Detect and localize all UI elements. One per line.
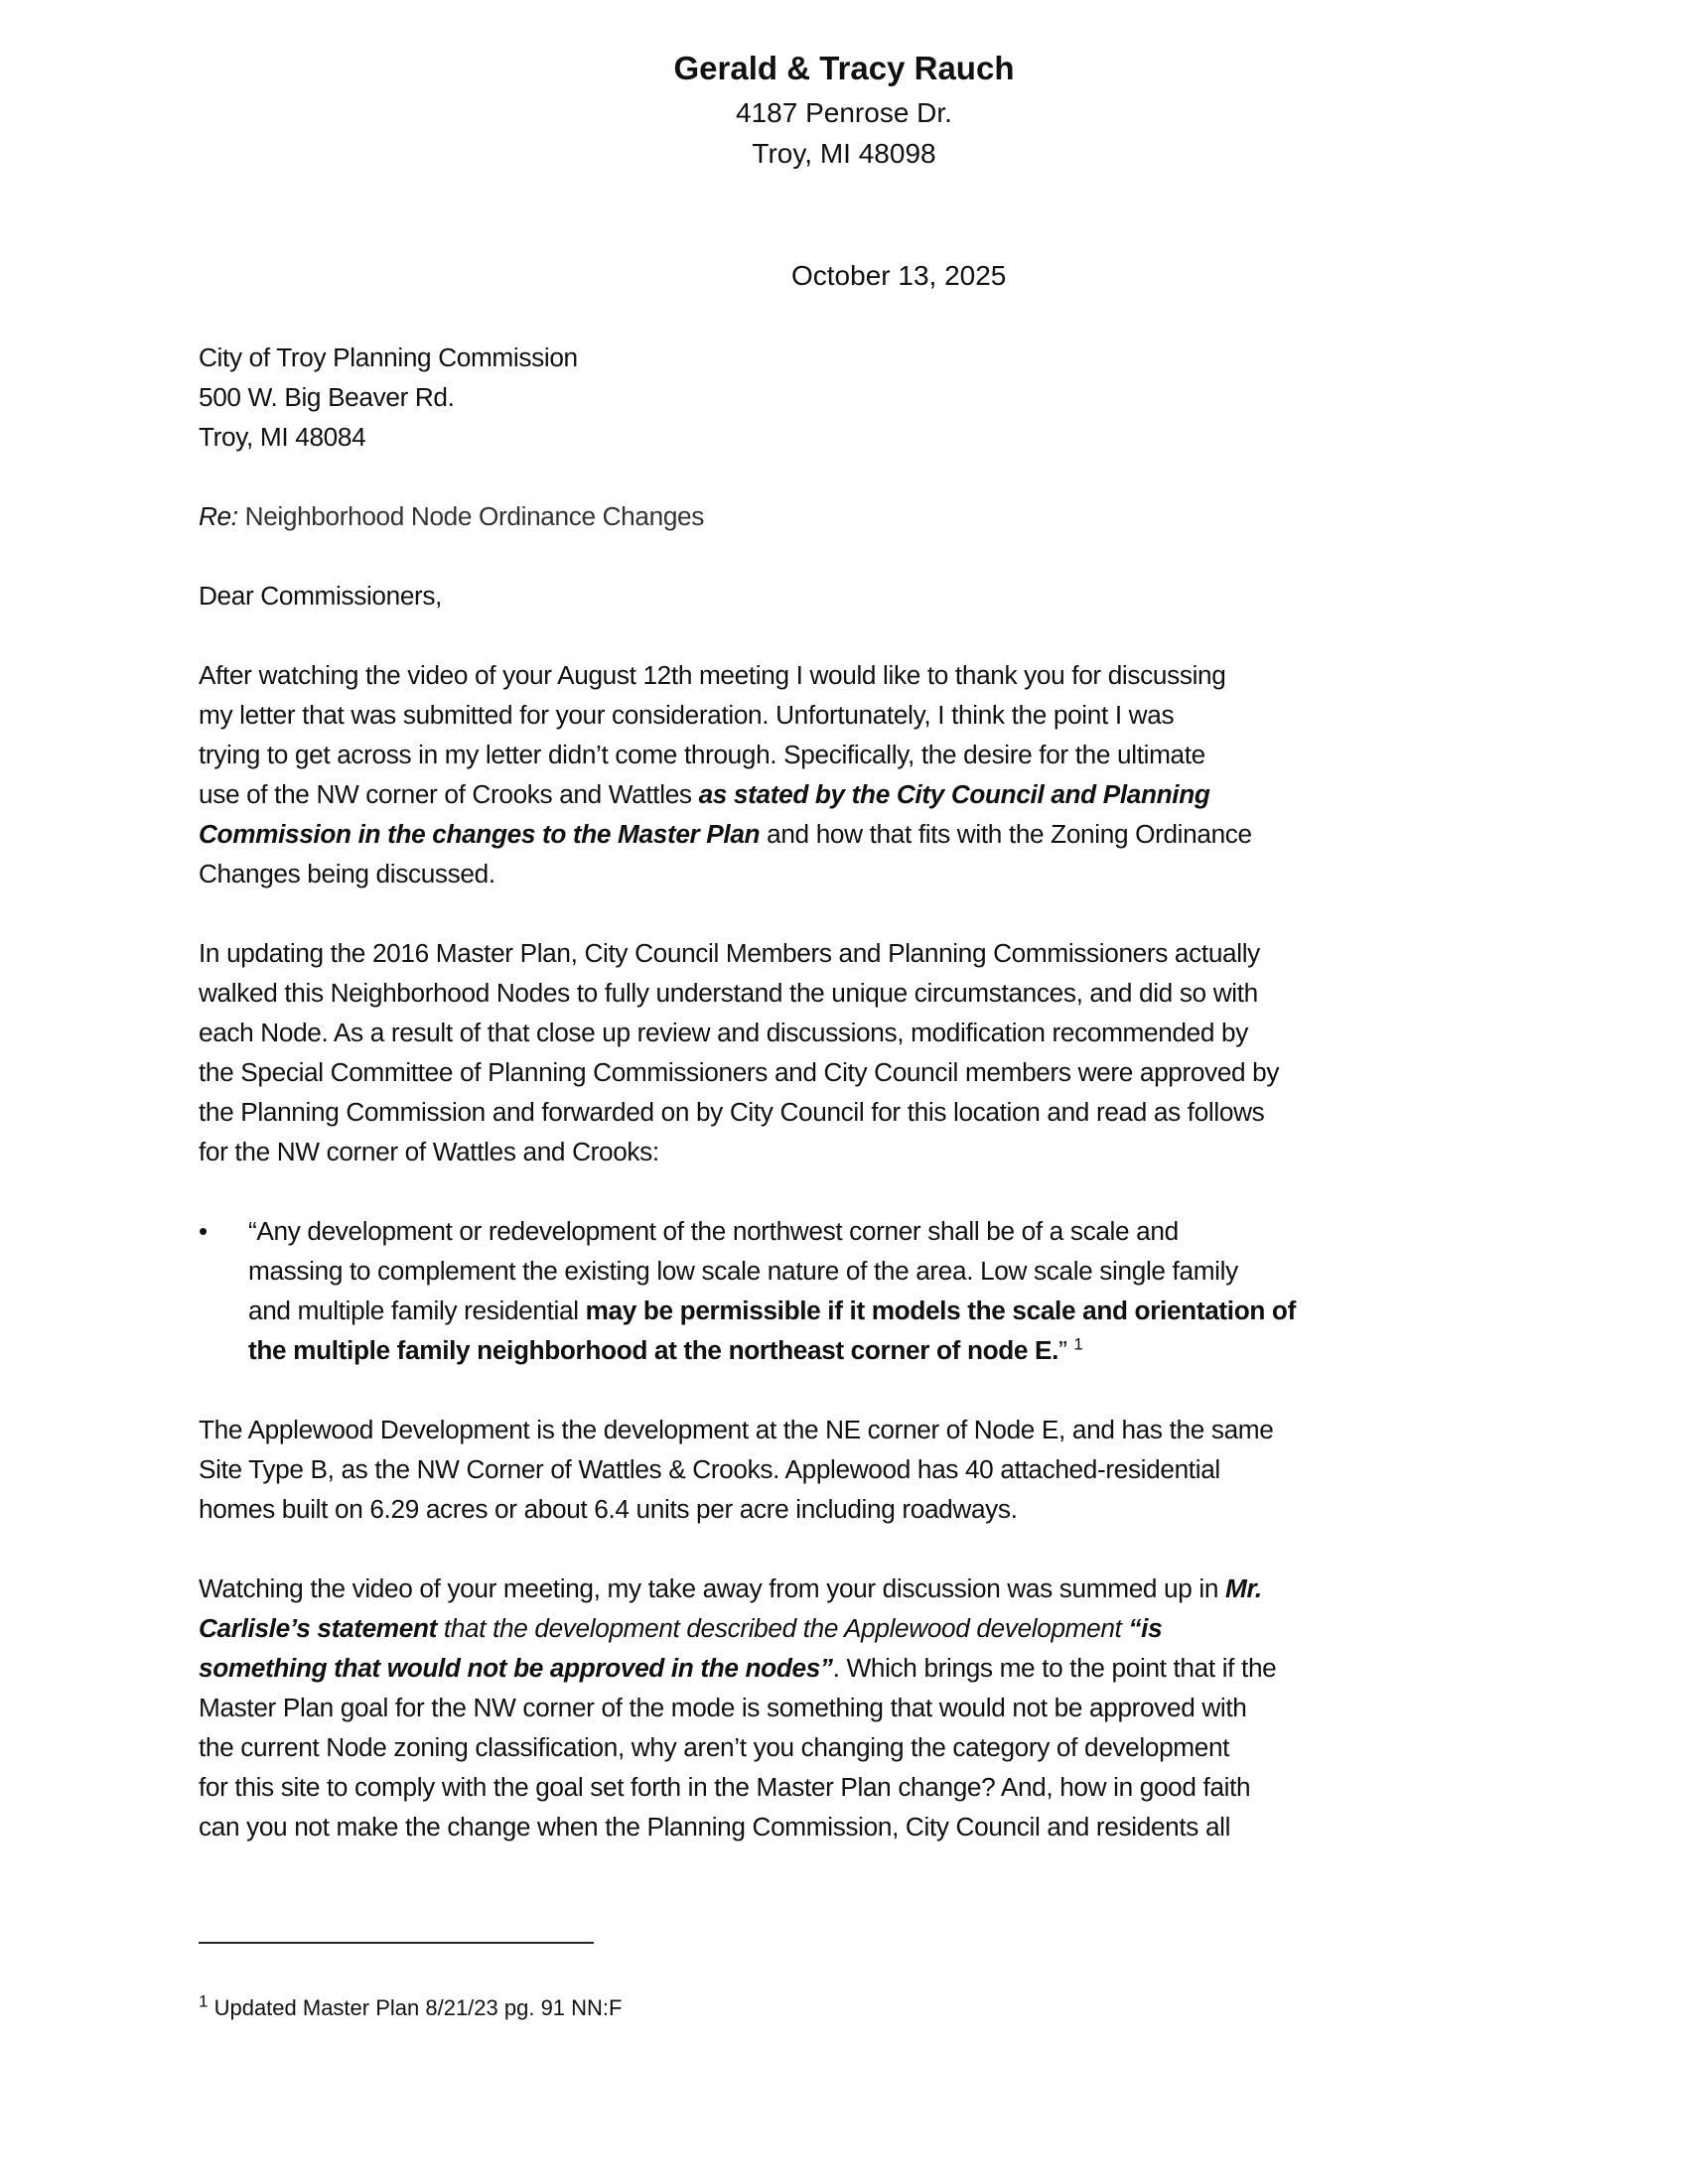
text-line: the Planning Commission and forwarded on by City Council for this location and read as follows	[199, 1097, 1265, 1127]
footnote-ref[interactable]: 1	[1073, 1334, 1083, 1354]
text-run: Watching the video of your meeting, my take away from your discussion was summed up in	[199, 1573, 1226, 1603]
bullet-icon: •	[199, 1216, 208, 1246]
text-line	[199, 1648, 1479, 1688]
paragraph-1	[199, 655, 1479, 893]
text-line	[199, 814, 1479, 854]
recipient-line: City of Troy Planning Commission	[199, 342, 578, 372]
sender-name: Gerald & Tracy Rauch	[673, 50, 1015, 86]
emphasis-run: Carlisle’s statement	[199, 1613, 437, 1643]
emphasis-run: Mr.	[1225, 1573, 1262, 1603]
paragraph-4	[199, 1569, 1479, 1846]
text-line	[199, 1608, 1479, 1648]
emphasis-run: the multiple family neighborhood at the northeast corner of node E.	[248, 1335, 1059, 1365]
text-run: ”	[1058, 1335, 1074, 1365]
subject-text: Neighborhood Node Ordinance Changes	[237, 501, 704, 531]
text-line: walked this Neighborhood Nodes to fully understand the unique circumstances, and did so with	[199, 978, 1258, 1008]
text-run: . Which brings me to the point that if the	[832, 1653, 1277, 1683]
emphasis-run: “is	[1128, 1613, 1163, 1643]
text-line: After watching the video of your August 12th meeting I would like to thank you for discussing	[199, 660, 1226, 690]
salutation-text: Dear Commissioners,	[199, 581, 443, 611]
recipient-address	[199, 338, 1479, 457]
text-line: Site Type B, as the NW Corner of Wattles & Crooks. Applewood has 40 attached-residential	[199, 1454, 1220, 1484]
text-line: the Special Committee of Planning Commissioners and City Council members were approved by	[199, 1057, 1280, 1087]
recipient-line: 500 W. Big Beaver Rd.	[199, 382, 455, 412]
recipient-line: Troy, MI 48084	[199, 422, 366, 452]
text-line: trying to get across in my letter didn’t come through. Specifically, the desire for the ultimate	[199, 740, 1205, 769]
text-line: massing to complement the existing low scale nature of the area. Low scale single family	[248, 1256, 1238, 1286]
footnote	[199, 1991, 623, 2021]
paragraph-2	[199, 933, 1479, 1171]
italic-run: that the development described the Applewood development	[436, 1613, 1129, 1643]
emphasis-run: as stated by the City Council and Planning	[698, 779, 1210, 809]
text-line: In updating the 2016 Master Plan, City Council Members and Planning Commissioners actually	[199, 938, 1260, 968]
text-line: for the NW corner of Wattles and Crooks:	[199, 1137, 659, 1166]
subject-line	[199, 496, 1479, 536]
text-run: and multiple family residential	[248, 1296, 586, 1325]
text-line: for this site to comply with the goal set forth in the Master Plan change? And, how in good faith	[199, 1772, 1251, 1802]
footnote-separator	[199, 1942, 594, 1944]
paragraph-3	[199, 1410, 1479, 1529]
letter-date: October 13, 2025	[791, 260, 1007, 291]
text-line: the current Node zoning classification, why aren’t you changing the category of development	[199, 1732, 1230, 1762]
footnote-number: 1	[199, 1991, 209, 2011]
text-line: each Node. As a result of that close up review and discussions, modification recommended by	[199, 1018, 1248, 1047]
text-line: homes built on 6.29 acres or about 6.4 units per acre including roadways.	[199, 1494, 1018, 1524]
text-line	[199, 774, 1479, 814]
text-line: can you not make the change when the Planning Commission, City Council and residents all	[199, 1812, 1231, 1842]
text-run: use of the NW corner of Crooks and Wattles	[199, 779, 699, 809]
text-line: The Applewood Development is the development at the NE corner of Node E, and has the same	[199, 1415, 1274, 1444]
emphasis-run: Commission in the changes to the Master Plan	[199, 819, 761, 849]
salutation	[199, 576, 1479, 615]
bullet-text	[248, 1211, 1489, 1370]
sender-street: 4187 Penrose Dr.	[736, 97, 952, 128]
sender-city: Troy, MI 48098	[752, 138, 936, 169]
text-line: Changes being discussed.	[199, 859, 495, 888]
emphasis-run: something that would not be approved in the nodes”	[199, 1653, 833, 1683]
text-line	[199, 1569, 1479, 1608]
emphasis-run: may be permissible if it models the scale and orientation of	[585, 1296, 1296, 1325]
text-line: my letter that was submitted for your consideration. Unfortunately, I think the point I was	[199, 700, 1175, 730]
footnote-text: Updated Master Plan 8/21/23 pg. 91 NN:F	[208, 1995, 623, 2020]
text-line: “Any development or redevelopment of the northwest corner shall be of a scale and	[248, 1216, 1179, 1246]
text-run: and how that fits with the Zoning Ordinance	[760, 819, 1252, 849]
text-line	[248, 1291, 1489, 1330]
subject-label: Re:	[199, 501, 238, 531]
text-line	[248, 1330, 1489, 1370]
text-line: Master Plan goal for the NW corner of the mode is something that would not be approved with	[199, 1693, 1247, 1722]
